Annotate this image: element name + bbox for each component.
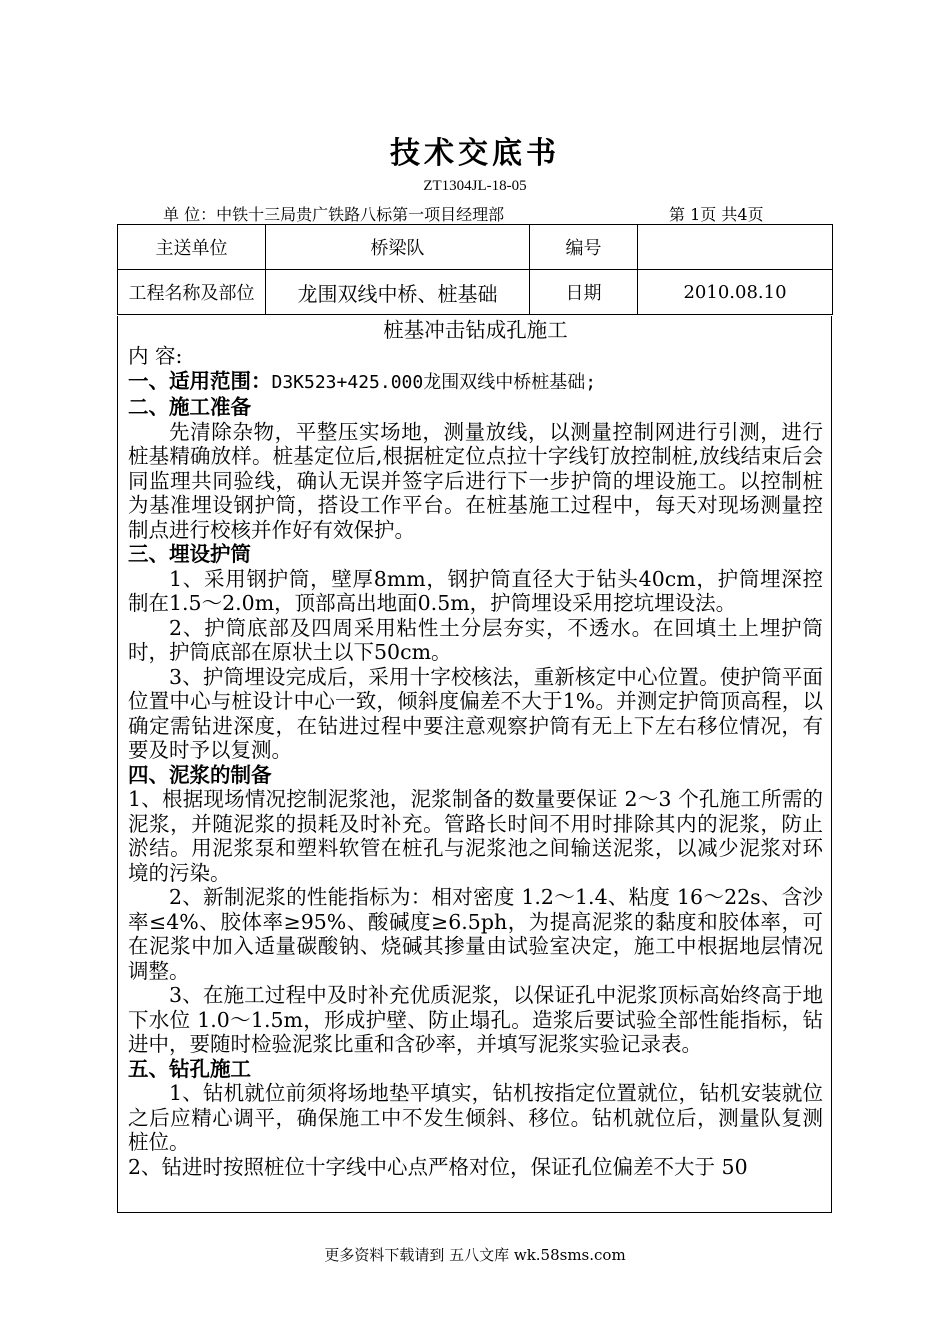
content-intro: 内 容: [128, 344, 183, 368]
section-2-paragraph: 先清除杂物，平整压实场地，测量放线，以测量控制网进行引测，进行桩基精确放样。桩基定位后,根据桩定位点拉十字线钉放控制桩,放线结束后会同监理共同验线，确认无误并签字后进行下一步护筒的埋设施工。以控制桩为基准埋设钢护筒，搭设工作平台。在桩基施工过程中，每天对现场测量控制点进行校核并作好有效保护。 [128, 419, 823, 542]
document-title: 技术交底书 [390, 136, 560, 171]
content-box [117, 316, 832, 1213]
section-3-paragraph-1: 1、采用钢护筒，壁厚8mm，钢护筒直径大于钻头40cm，护筒埋深控制在1.5～2.0m，顶部高出地面0.5m，护筒埋设采用挖坑埋设法。 [128, 566, 823, 615]
recipient-label: 主送单位 [118, 225, 266, 270]
content-body [118, 316, 831, 1179]
project-value: 龙围双线中桥、桩基础 [266, 270, 530, 315]
section-3-paragraph-3: 3、护筒埋设完成后，采用十字校核法，重新核定中心位置。使护筒平面位置中心与桩设计中心一致，倾斜度偏差不大于1%。并测定护筒顶高程，以确定需钻进深度，在钻进过程中要注意观察护筒有无上下左右移位情况，有要及时予以复测。 [128, 664, 823, 762]
section-5-paragraph-2: 2、钻进时按照桩位十字线中心点严格对位，保证孔位偏差不大于 50 [128, 1154, 748, 1179]
content-subject: 桩基冲击钻成孔施工 [383, 318, 568, 342]
project-label: 工程名称及部位 [118, 270, 266, 315]
date-label: 日期 [530, 270, 638, 315]
document-code: ZT1304JL-18-05 [423, 178, 527, 194]
section-2-heading: 二、施工准备 [128, 395, 251, 419]
section-1-text: D3K523+425.000龙围双线中桥桩基础; [271, 371, 597, 393]
section-5-heading: 五、钻孔施工 [128, 1056, 251, 1081]
section-4-paragraph-2: 2、新制泥浆的性能指标为：相对密度 1.2～1.4、粘度 16～22s、含沙率≤4%、胶体率≥95%、酸碱度≥6.5ph，为提高泥浆的黏度和胶体率，可在泥浆中加入适量碳酸钠、烧碱其掺量由试验室决定，施工中根据地层情况调整。 [128, 885, 823, 983]
page-indicator: 第 1页 共4页 [669, 205, 764, 224]
section-3-paragraph-2: 2、护筒底部及四周采用粘性土分层夯实，不透水。在回填土上埋护筒时，护筒底部在原状土以下50cm。 [128, 615, 823, 664]
header-row-recipient [118, 225, 833, 270]
section-1-heading: 一、适用范围： [128, 368, 272, 393]
section-4-heading: 四、泥浆的制备 [128, 762, 272, 787]
header-table [117, 224, 833, 315]
section-4-paragraph-1: 1、根据现场情况挖制泥浆池，泥浆制备的数量要保证 2～3 个孔施工所需的泥浆，并随泥浆的损耗及时补充。管路长时间不用时排除其内的泥浆，防止淤结。用泥浆泵和塑料软管在桩孔与泥浆池之间输送泥浆，以减少泥浆对环境的污染。 [128, 787, 823, 885]
section-3-heading: 三、埋设护筒 [128, 542, 251, 566]
section-4-paragraph-3: 3、在施工过程中及时补充优质泥浆，以保证孔中泥浆顶标高始终高于地下水位 1.0～1.5m，形成护壁、防止塌孔。造浆后要试验全部性能指标，钻进中，要随时检验泥浆比重和含砂率，并填写泥浆实验记录表。 [128, 983, 823, 1056]
section-5-paragraph-1: 1、钻机就位前须将场地垫平填实，钻机按指定位置就位，钻机安装就位之后应精心调平，确保施工中不发生倾斜、移位。钻机就位后，测量队复测桩位。 [128, 1081, 823, 1154]
recipient-value: 桥梁队 [266, 225, 530, 270]
unit-line: 单 位：中铁十三局贵广铁路八标第一项目经理部 [163, 205, 505, 224]
date-value: 2010.08.10 [638, 270, 833, 315]
number-value [638, 225, 833, 270]
footer-link-text: 更多资料下载请到 五八文库 wk.58sms.com [324, 1246, 626, 1264]
section-1 [128, 369, 823, 396]
number-label: 编号 [530, 225, 638, 270]
header-row-project [118, 270, 833, 315]
